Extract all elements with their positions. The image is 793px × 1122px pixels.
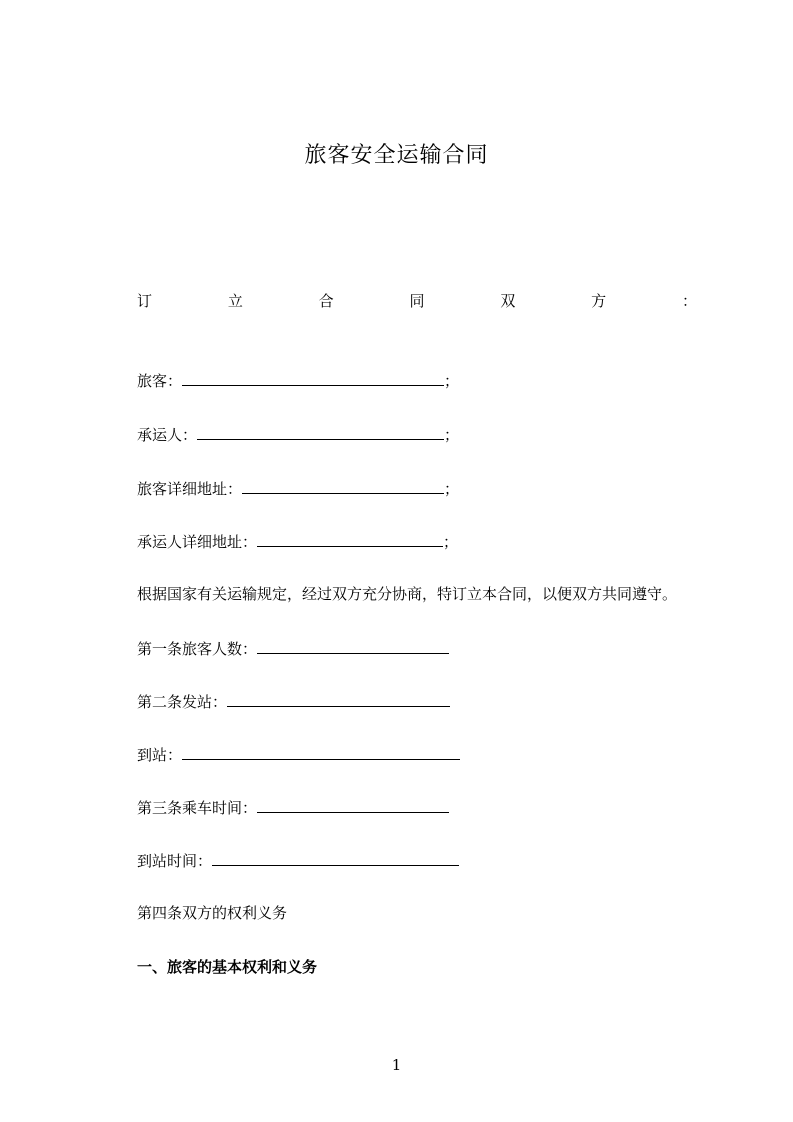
arrival-station-label: 到站： — [137, 746, 183, 764]
page-number: 1 — [391, 1056, 402, 1074]
passenger-address-field — [137, 477, 459, 500]
preamble-text: 根据国家有关运输规定，经过双方充分协商，特订立本合同，以便双方共同遵守。 — [137, 585, 678, 603]
carrier-label: 承运人： — [137, 426, 198, 444]
heading-char: ： — [681, 292, 697, 310]
heading-char: 合 — [318, 292, 334, 310]
carrier-suffix: ； — [444, 426, 460, 444]
carrier-address-suffix: ； — [443, 533, 459, 551]
article-3-boarding-time — [137, 796, 449, 819]
passenger-address-label: 旅客详细地址： — [137, 480, 243, 498]
carrier-blank[interactable] — [197, 423, 444, 440]
arrival-time-blank[interactable] — [212, 849, 459, 866]
boarding-time-blank[interactable] — [257, 796, 449, 813]
passenger-blank[interactable] — [182, 369, 444, 386]
carrier-field — [137, 423, 459, 446]
article-2-label: 第二条发站： — [137, 693, 228, 711]
article-3-label: 第三条乘车时间： — [137, 799, 258, 817]
passenger-suffix: ； — [444, 372, 460, 390]
heading-char: 方 — [591, 292, 607, 310]
carrier-address-label: 承运人详细地址： — [137, 533, 258, 551]
departure-station-blank[interactable] — [227, 690, 450, 707]
passenger-label: 旅客： — [137, 372, 183, 390]
passenger-count-blank[interactable] — [257, 637, 449, 654]
arrival-station-blank[interactable] — [182, 743, 460, 760]
carrier-address-field — [137, 530, 458, 553]
arrival-time-field — [137, 849, 459, 872]
heading-char: 立 — [227, 292, 243, 310]
passenger-address-blank[interactable] — [242, 477, 444, 494]
carrier-address-blank[interactable] — [257, 530, 443, 547]
heading-char: 订 — [137, 292, 153, 310]
article-1-passenger-count — [137, 637, 449, 660]
article-2-departure-station — [137, 690, 450, 713]
passenger-address-suffix: ； — [444, 480, 460, 498]
heading-char: 双 — [500, 292, 516, 310]
contract-parties-heading — [137, 290, 697, 312]
arrival-time-label: 到站时间： — [137, 852, 213, 870]
document-title: 旅客安全运输合同 — [304, 143, 489, 168]
section-1-heading: 一、旅客的基本权利和义务 — [137, 958, 318, 976]
arrival-station-field — [137, 743, 460, 766]
article-1-label: 第一条旅客人数： — [137, 640, 258, 658]
passenger-field — [137, 369, 459, 392]
article-4-heading: 第四条双方的权利义务 — [137, 904, 288, 922]
heading-char: 同 — [409, 292, 425, 310]
